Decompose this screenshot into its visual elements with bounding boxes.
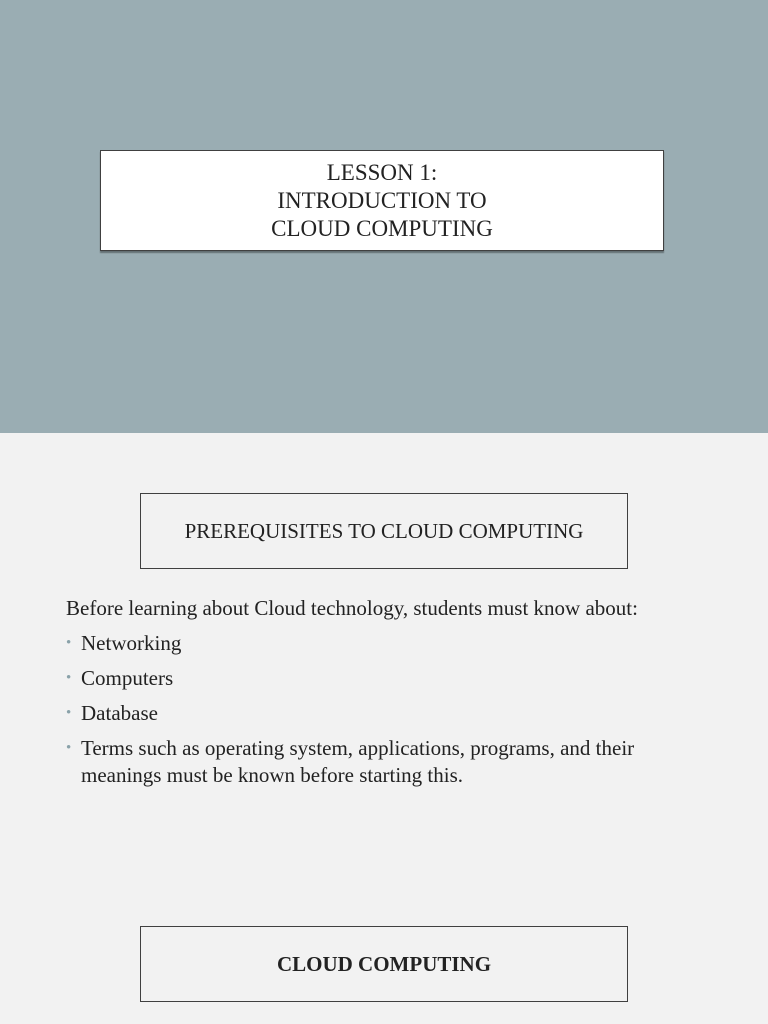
list-item	[66, 665, 706, 692]
prerequisites-intro: Before learning about Cloud technology, students must know about:	[66, 596, 638, 620]
bullet-icon: •	[66, 740, 72, 756]
list-item-text: Computers	[81, 666, 174, 690]
bullet-icon: •	[66, 705, 72, 721]
bullet-icon: •	[66, 635, 72, 651]
title-line-3: CLOUD COMPUTING	[271, 215, 493, 241]
cloud-computing-heading-box	[140, 926, 628, 1002]
list-item	[66, 700, 706, 727]
list-item	[66, 735, 706, 789]
title-line-2: INTRODUCTION TO	[277, 187, 487, 213]
list-item-text: Terms such as operating system, applications, programs, and their meanings must be known before starting this.	[81, 736, 635, 787]
list-item-text: Database	[81, 701, 158, 725]
list-item-text: Networking	[81, 631, 182, 655]
title-line-1: LESSON 1:	[326, 159, 438, 185]
prerequisites-list	[66, 630, 706, 797]
title-slide	[0, 0, 768, 433]
cloud-computing-heading: CLOUD COMPUTING	[276, 951, 492, 976]
list-item	[66, 630, 706, 657]
bullet-icon: •	[66, 670, 72, 686]
prerequisites-heading-box	[140, 493, 628, 569]
prerequisites-heading: PREREQUISITES TO CLOUD COMPUTING	[184, 518, 584, 543]
title-box	[100, 150, 664, 251]
